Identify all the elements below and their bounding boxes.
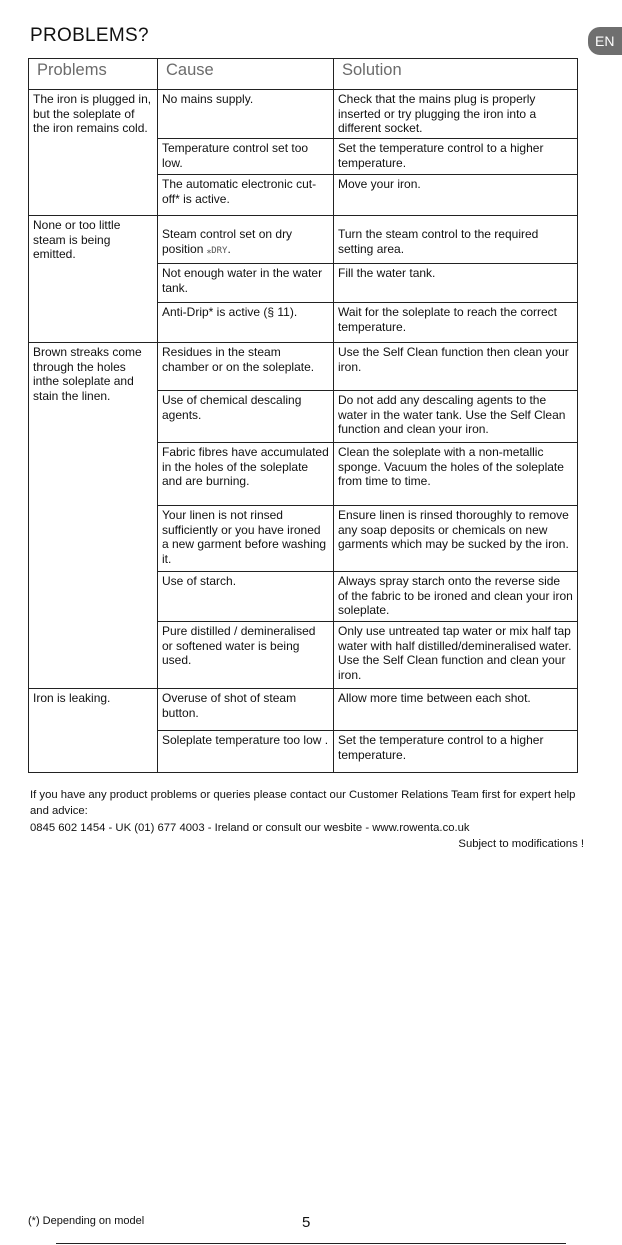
solution-cell: Fill the water tank. [334, 264, 578, 303]
solution-cell: Move your iron. [334, 175, 578, 216]
solution-cell: Only use untreated tap water or mix half tap water with half distilled/demineralised water. Use the Self Clean function and clean your iron. [334, 622, 578, 689]
page-number: 5 [302, 1214, 311, 1231]
solution-cell: Always spray starch onto the reverse side of the fabric to be ironed and clean your iron soleplate. [334, 572, 578, 622]
cause-cell: Anti-Drip* is active (§ 11). [158, 303, 334, 343]
dry-setting-label: DRY [211, 245, 228, 256]
header-problems: Problems [29, 59, 158, 90]
cause-cell [158, 216, 334, 264]
solution-cell: Set the temperature control to a higher temperature. [334, 139, 578, 175]
cause-cell: Not enough water in the water tank. [158, 264, 334, 303]
cause-cell: Overuse of shot of steam button. [158, 689, 334, 731]
solution-cell: Set the temperature control to a higher temperature. [334, 731, 578, 773]
page-title: PROBLEMS? [30, 25, 149, 46]
header-solution: Solution [334, 59, 578, 90]
contact-phones: 0845 602 1454 - UK (01) 677 4003 - Ireland or consult our wesbite - www.rowenta.co.uk [30, 822, 470, 834]
cause-text: Steam control set on dry position [162, 227, 293, 256]
cause-cell: The automatic electronic cut-off* is active. [158, 175, 334, 216]
problem-cell: None or too little steam is being emitted. [29, 216, 158, 343]
language-tab: EN [588, 27, 622, 55]
cause-cell: Fabric fibres have accumulated in the holes of the soleplate and are burning. [158, 443, 334, 506]
cause-cell: Temperature control set too low. [158, 139, 334, 175]
cause-cell: No mains supply. [158, 90, 334, 139]
solution-cell: Do not add any descaling agents to the water in the water tank. Use the Self Clean function and clean your iron. [334, 391, 578, 443]
table-row [29, 343, 578, 391]
cause-cell: Your linen is not rinsed sufficiently or you have ironed a new garment before washing it. [158, 506, 334, 572]
dry-setting-icon: ⁎DRY [206, 245, 228, 256]
solution-cell: Clean the soleplate with a non-metallic sponge. Vacuum the holes of the soleplate from time to time. [334, 443, 578, 506]
bottom-divider [56, 1243, 566, 1244]
solution-cell: Ensure linen is rinsed thoroughly to remove any soap deposits or chemicals on new garments which may be sucked by the iron. [334, 506, 578, 572]
contact-info [30, 787, 590, 836]
problem-cell: The iron is plugged in, but the soleplate of the iron remains cold. [29, 90, 158, 216]
table-header-row [29, 59, 578, 90]
footnote: (*) Depending on model [28, 1215, 145, 1227]
contact-text: If you have any product problems or queries please contact our Customer Relations Team first for expert help and advice: [30, 789, 576, 817]
cause-cell: Use of chemical descaling agents. [158, 391, 334, 443]
cause-cell: Pure distilled / demineralised or softened water is being used. [158, 622, 334, 689]
cause-suffix: . [227, 241, 231, 256]
table-row [29, 689, 578, 731]
subject-to-modifications-note: Subject to modifications ! [458, 838, 584, 850]
solution-cell: Check that the mains plug is properly inserted or try plugging the iron into a different socket. [334, 90, 578, 139]
problem-cell: Iron is leaking. [29, 689, 158, 773]
header-cause: Cause [158, 59, 334, 90]
cause-cell: Residues in the steam chamber or on the soleplate. [158, 343, 334, 391]
troubleshooting-table [28, 58, 578, 773]
table-row [29, 90, 578, 139]
solution-cell: Turn the steam control to the required setting area. [334, 216, 578, 264]
cause-cell: Use of starch. [158, 572, 334, 622]
solution-cell: Allow more time between each shot. [334, 689, 578, 731]
cause-cell: Soleplate temperature too low . [158, 731, 334, 773]
table-row [29, 216, 578, 264]
problem-cell: Brown streaks come through the holes inthe soleplate and stain the linen. [29, 343, 158, 689]
solution-cell: Use the Self Clean function then clean your iron. [334, 343, 578, 391]
solution-cell: Wait for the soleplate to reach the correct temperature. [334, 303, 578, 343]
